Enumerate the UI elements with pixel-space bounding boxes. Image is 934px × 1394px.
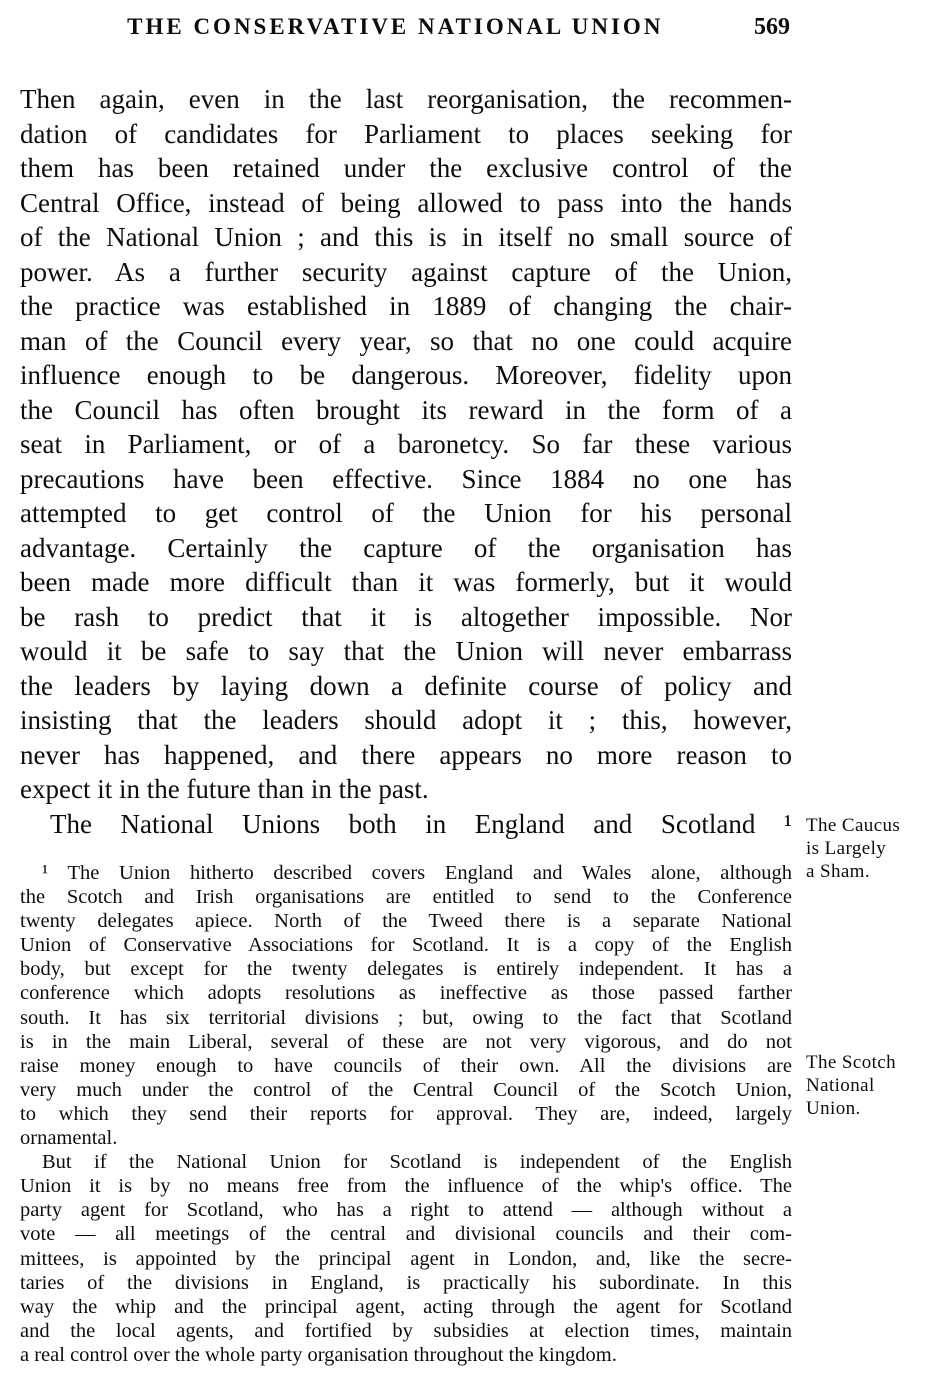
footnote-text-line: way the whip and the principal agent, acting through the agent for Scotland bbox=[20, 1295, 792, 1318]
footnote-text-line: Union of Conservative Associations for Scotland. It is a copy of the English bbox=[20, 934, 792, 957]
footnote-block bbox=[20, 861, 792, 1367]
footnote-text-line: and the local agents, and fortified by subsidies at election times, maintain bbox=[20, 1319, 792, 1342]
body-text-line: the practice was established in 1889 of changing the chair- bbox=[20, 291, 792, 321]
margin-note-line: The Scotch bbox=[806, 1052, 897, 1073]
footnote-paragraph-2 bbox=[20, 1150, 792, 1367]
body-text-line: dation of candidates for Parliament to places seeking for bbox=[20, 118, 792, 149]
margin-note-line: a Sham. bbox=[806, 861, 871, 882]
body-paragraph-2 bbox=[20, 807, 792, 842]
main-text-column bbox=[20, 82, 792, 841]
body-text-line: would it be safe to say that the Union will never embarrass bbox=[20, 636, 792, 666]
margin-note-scotch-national-union bbox=[806, 1051, 930, 1120]
body-text-line: never has happened, and there appears no more reason to bbox=[20, 739, 792, 770]
footnote-text-line: raise money enough to have councils of their own. All the divisions are bbox=[20, 1054, 792, 1077]
footnote-text-line: a real control over the whole party organisation throughout the kingdom. bbox=[20, 1343, 617, 1366]
footnote-text-line: party agent for Scotland, who has a right to attend — although without a bbox=[20, 1199, 792, 1222]
footnote-text-line: very much under the control of the Central Council of the Scotch Union, bbox=[20, 1078, 792, 1101]
margin-note-line: is Largely bbox=[806, 838, 887, 859]
footnote-text-line: But if the National Union for Scotland is independent of the English bbox=[42, 1151, 792, 1174]
body-text-line: been made more difficult than it was formerly, but it would bbox=[20, 567, 792, 597]
body-text-line: attempted to get control of the Union for his personal bbox=[20, 498, 792, 528]
body-text-line: influence enough to be dangerous. Moreover, fidelity upon bbox=[20, 360, 792, 390]
body-text-line: expect it in the future than in the past. bbox=[20, 774, 429, 804]
running-head-title: THE CONSERVATIVE NATIONAL UNION bbox=[127, 14, 664, 39]
footnote-text-line: is in the main Liberal, several of these are not very vigorous, and do not bbox=[20, 1030, 792, 1053]
body-text-line: of the National Union ; and this is in itself no small source of bbox=[20, 222, 792, 252]
body-text-line: be rash to predict that it is altogether impossible. Nor bbox=[20, 601, 792, 632]
body-text-line: power. As a further security against capture of the Union, bbox=[20, 256, 792, 287]
margin-note-line: Union. bbox=[806, 1098, 861, 1119]
footnote-text-line: Union it is by no means free from the influence of the whip's office. The bbox=[20, 1175, 792, 1198]
margin-note-line: The Caucus bbox=[806, 815, 901, 836]
body-text-line: precautions have been effective. Since 1884 no one has bbox=[20, 463, 792, 494]
footnote-text-line: mittees, is appointed by the principal agent in London, and, like the secre- bbox=[20, 1247, 792, 1270]
body-paragraph-1 bbox=[20, 82, 792, 807]
body-text-line: advantage. Certainly the capture of the organisation has bbox=[20, 532, 792, 563]
footnote-text-line: twenty delegates apiece. North of the Tweed there is a separate National bbox=[20, 910, 792, 933]
page-number: 569 bbox=[754, 14, 790, 40]
body-text-line: insisting that the leaders should adopt it ; this, however, bbox=[20, 705, 792, 735]
footnote-text-line: the Scotch and Irish organisations are entitled to send to the Conference bbox=[20, 886, 792, 909]
footnote-text-line: to which they send their reports for approval. They are, indeed, largely bbox=[20, 1102, 792, 1125]
footnote-text-line: ¹ The Union hitherto described covers England and Wales alone, although bbox=[42, 862, 792, 884]
footnote-paragraph-1 bbox=[20, 861, 792, 1150]
margin-note-line: National bbox=[806, 1075, 875, 1096]
body-text-line: the leaders by laying down a definite course of policy and bbox=[20, 670, 792, 701]
body-text-line: Central Office, instead of being allowed to pass into the hands bbox=[20, 187, 792, 218]
footnote-text-line: vote — all meetings of the central and divisional councils and their com- bbox=[20, 1223, 792, 1246]
body-text-line: The National Unions both in England and Scotland ¹ bbox=[50, 808, 792, 839]
footnote-text-line: taries of the divisions in England, is practically his subordinate. In this bbox=[20, 1271, 792, 1294]
body-text-line: the Council has often brought its reward in the form of a bbox=[20, 394, 792, 425]
footnote-text-line: conference which adopts resolutions as ineffective as those passed farther bbox=[20, 982, 792, 1005]
margin-note-caucus-sham bbox=[806, 814, 930, 883]
footnote-text-line: body, but except for the twenty delegates is entirely independent. It has a bbox=[20, 958, 792, 981]
body-text-line: man of the Council every year, so that no one could acquire bbox=[20, 325, 792, 356]
body-text-line: seat in Parliament, or of a baronetcy. So far these various bbox=[20, 429, 792, 459]
footnote-text-line: ornamental. bbox=[20, 1127, 118, 1150]
body-text-line: them has been retained under the exclusive control of the bbox=[20, 153, 792, 183]
footnote-text-line: south. It has six territorial divisions ; but, owing to the fact that Scotland bbox=[20, 1006, 792, 1029]
body-text-line: Then again, even in the last reorganisation, the recommen- bbox=[20, 84, 792, 114]
page-header bbox=[20, 14, 792, 44]
